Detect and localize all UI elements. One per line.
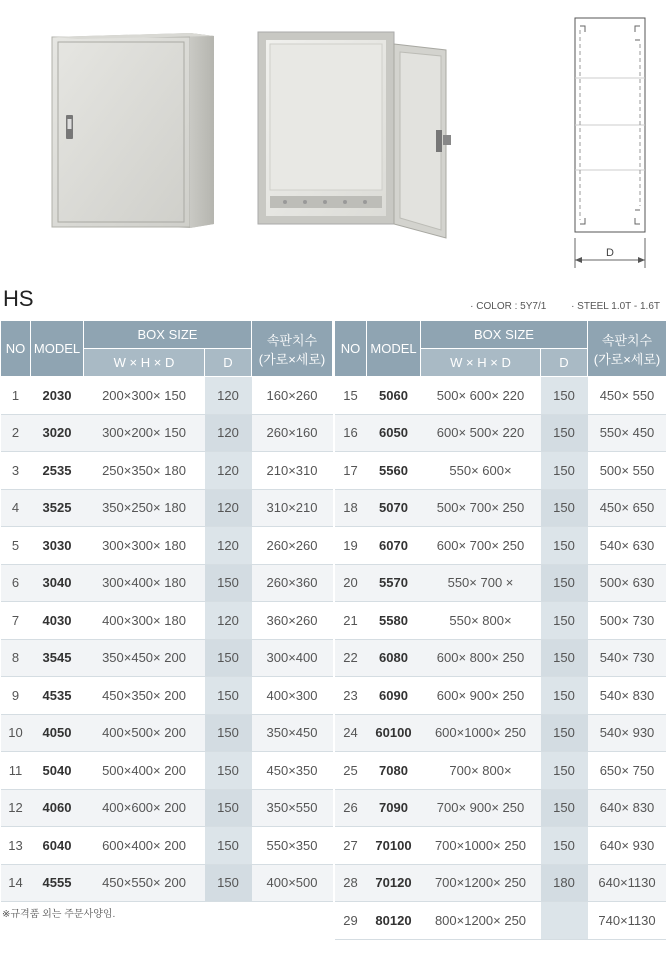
cell-depth: 150 [541, 827, 588, 865]
cell-box-size: 600× 800× 250 [421, 639, 541, 677]
cell-box-size: 700× 900× 250 [421, 789, 541, 827]
table-row [1, 827, 333, 865]
cell-model: 80120 [367, 902, 421, 940]
cell-model: 5570 [367, 564, 421, 602]
cell-no: 16 [335, 414, 367, 452]
cell-model: 6090 [367, 677, 421, 715]
cell-box-size: 700×1000× 250 [421, 827, 541, 865]
cell-inner-size: 650× 750 [588, 752, 666, 790]
cell-model: 7090 [367, 789, 421, 827]
cell-model: 5060 [367, 377, 421, 415]
cell-box-size: 600× 700× 250 [421, 527, 541, 565]
cell-no: 22 [335, 639, 367, 677]
cell-box-size: 500×400× 200 [84, 752, 205, 790]
header-inner-title: 속판치수 [601, 332, 653, 348]
cell-box-size: 550× 600× [421, 452, 541, 490]
cell-depth: 150 [541, 564, 588, 602]
table-row [1, 452, 333, 490]
cell-model: 3030 [31, 527, 84, 565]
cell-inner-size: 450× 650 [588, 489, 666, 527]
cell-inner-size: 400×300 [252, 677, 333, 715]
cell-depth: 150 [205, 677, 252, 715]
table-row [1, 377, 333, 415]
cell-box-size: 600×400× 200 [84, 827, 205, 865]
cell-box-size: 350×450× 200 [84, 639, 205, 677]
table-row [1, 752, 333, 790]
header-inner-size [588, 321, 666, 377]
cell-no: 14 [1, 864, 31, 902]
table-row [335, 827, 666, 865]
table-row [1, 639, 333, 677]
cell-depth: 150 [541, 677, 588, 715]
table-row [335, 714, 666, 752]
cell-box-size: 300×400× 180 [84, 564, 205, 602]
header-model: MODEL [31, 321, 84, 377]
cell-model: 4555 [31, 864, 84, 902]
cell-no: 24 [335, 714, 367, 752]
cell-depth: 120 [205, 489, 252, 527]
cell-depth: 150 [541, 602, 588, 640]
cell-no: 15 [335, 377, 367, 415]
header-inner-title: 속판치수 [266, 332, 318, 348]
table-row [335, 564, 666, 602]
cell-inner-size: 260×360 [252, 564, 333, 602]
cell-model: 6050 [367, 414, 421, 452]
color-spec: · COLOR : 5Y7/1 [470, 301, 547, 312]
cell-inner-size: 640× 830 [588, 789, 666, 827]
cell-no: 1 [1, 377, 31, 415]
cell-no: 7 [1, 602, 31, 640]
table-row [335, 602, 666, 640]
cell-box-size: 450×350× 200 [84, 677, 205, 715]
cell-box-size: 500× 600× 220 [421, 377, 541, 415]
table-row [1, 414, 333, 452]
cell-model: 60100 [367, 714, 421, 752]
cell-box-size: 350×250× 180 [84, 489, 205, 527]
cell-model: 5560 [367, 452, 421, 490]
cell-box-size: 600× 900× 250 [421, 677, 541, 715]
cell-box-size: 400×600× 200 [84, 789, 205, 827]
cell-box-size: 300×200× 150 [84, 414, 205, 452]
steel-spec: · STEEL 1.0T - 1.6T [571, 301, 660, 312]
cell-inner-size: 540× 730 [588, 639, 666, 677]
cell-no: 12 [1, 789, 31, 827]
cell-no: 10 [1, 714, 31, 752]
cell-box-size: 700× 800× [421, 752, 541, 790]
cell-no: 26 [335, 789, 367, 827]
cell-no: 8 [1, 639, 31, 677]
cell-depth: 150 [541, 714, 588, 752]
dimension-label: D [606, 247, 614, 259]
cell-inner-size: 540× 830 [588, 677, 666, 715]
cell-inner-size: 450× 550 [588, 377, 666, 415]
cell-depth: 150 [205, 827, 252, 865]
table-row [1, 602, 333, 640]
cell-model: 6040 [31, 827, 84, 865]
cell-depth: 120 [205, 527, 252, 565]
table-row [335, 639, 666, 677]
cell-box-size: 550× 700 × [421, 564, 541, 602]
header-whd: W × H × D [421, 349, 541, 377]
cell-box-size: 800×1200× 250 [421, 902, 541, 940]
cell-box-size: 450×550× 200 [84, 864, 205, 902]
cell-inner-size: 500× 550 [588, 452, 666, 490]
cell-inner-size: 210×310 [252, 452, 333, 490]
cell-depth: 120 [205, 602, 252, 640]
cell-depth: 120 [205, 414, 252, 452]
header-no: NO [1, 321, 31, 377]
cell-depth: 150 [541, 639, 588, 677]
cell-model: 70120 [367, 864, 421, 902]
table-row [335, 489, 666, 527]
cell-no: 5 [1, 527, 31, 565]
header-d: D [205, 349, 252, 377]
cell-model: 5580 [367, 602, 421, 640]
header-inner-sub: (가로×세로) [593, 351, 661, 367]
cell-no: 6 [1, 564, 31, 602]
footnote: ※규격품 외는 주문사양임. [2, 909, 116, 920]
spec-table-left [0, 320, 333, 902]
cell-box-size: 600× 500× 220 [421, 414, 541, 452]
cell-inner-size: 500× 730 [588, 602, 666, 640]
cell-depth: 150 [541, 489, 588, 527]
header-box-size: BOX SIZE [421, 321, 588, 349]
cell-model: 3020 [31, 414, 84, 452]
cell-no: 4 [1, 489, 31, 527]
cell-box-size: 300×300× 180 [84, 527, 205, 565]
cell-model: 70100 [367, 827, 421, 865]
cell-model: 6080 [367, 639, 421, 677]
cell-inner-size: 640× 930 [588, 827, 666, 865]
header-box-size: BOX SIZE [84, 321, 252, 349]
cell-box-size: 200×300× 150 [84, 377, 205, 415]
open-cabinet-photo [258, 32, 451, 238]
cell-inner-size: 550× 450 [588, 414, 666, 452]
table-row [1, 677, 333, 715]
table-row [335, 452, 666, 490]
cell-no: 28 [335, 864, 367, 902]
cell-no: 23 [335, 677, 367, 715]
cell-depth: 150 [205, 752, 252, 790]
table-row [1, 789, 333, 827]
spec-line [448, 301, 660, 312]
cell-no: 9 [1, 677, 31, 715]
cell-model: 2030 [31, 377, 84, 415]
table-row [1, 489, 333, 527]
cell-model: 5040 [31, 752, 84, 790]
table-row [335, 414, 666, 452]
table-row [335, 902, 666, 940]
cell-depth: 150 [205, 564, 252, 602]
cell-model: 6070 [367, 527, 421, 565]
cell-depth: 180 [541, 864, 588, 902]
spec-table-right [334, 320, 666, 940]
cell-model: 4535 [31, 677, 84, 715]
cell-box-size: 250×350× 180 [84, 452, 205, 490]
table-row [1, 864, 333, 902]
cell-no: 20 [335, 564, 367, 602]
cell-inner-size: 310×210 [252, 489, 333, 527]
cell-no: 3 [1, 452, 31, 490]
cell-depth: 150 [541, 377, 588, 415]
cell-inner-size: 350×450 [252, 714, 333, 752]
header-no: NO [335, 321, 367, 377]
cell-box-size: 550× 800× [421, 602, 541, 640]
header-whd: W × H × D [84, 349, 205, 377]
series-title: HS [3, 286, 34, 311]
right-table-body [335, 377, 666, 940]
cell-box-size: 600×1000× 250 [421, 714, 541, 752]
cell-model: 4050 [31, 714, 84, 752]
table-row [1, 564, 333, 602]
cell-depth: 150 [205, 789, 252, 827]
cell-depth: 150 [541, 527, 588, 565]
cell-no: 19 [335, 527, 367, 565]
cell-box-size: 700×1200× 250 [421, 864, 541, 902]
cell-inner-size: 450×350 [252, 752, 333, 790]
cell-model: 4060 [31, 789, 84, 827]
cell-model: 2535 [31, 452, 84, 490]
cell-no: 25 [335, 752, 367, 790]
cell-depth: 150 [205, 639, 252, 677]
cell-no: 13 [1, 827, 31, 865]
cell-model: 7080 [367, 752, 421, 790]
cell-inner-size: 400×500 [252, 864, 333, 902]
cell-inner-size: 300×400 [252, 639, 333, 677]
cell-depth [541, 902, 588, 940]
table-row [335, 789, 666, 827]
cell-depth: 120 [205, 452, 252, 490]
cell-inner-size: 640×1130 [588, 864, 666, 902]
cell-depth: 150 [541, 414, 588, 452]
cell-inner-size: 500× 630 [588, 564, 666, 602]
cell-inner-size: 160×260 [252, 377, 333, 415]
cell-box-size: 500× 700× 250 [421, 489, 541, 527]
cell-inner-size: 740×1130 [588, 902, 666, 940]
header-model: MODEL [367, 321, 421, 377]
cell-no: 27 [335, 827, 367, 865]
cell-inner-size: 260×260 [252, 527, 333, 565]
header-inner-size [252, 321, 333, 377]
cell-model: 3525 [31, 489, 84, 527]
table-row [335, 527, 666, 565]
side-dimension-drawing [575, 18, 645, 268]
cell-no: 2 [1, 414, 31, 452]
table-row [335, 377, 666, 415]
cell-inner-size: 540× 630 [588, 527, 666, 565]
table-row [1, 714, 333, 752]
product-images [0, 0, 666, 285]
cell-model: 3040 [31, 564, 84, 602]
cell-box-size: 400×300× 180 [84, 602, 205, 640]
cell-depth: 150 [541, 789, 588, 827]
cell-no: 29 [335, 902, 367, 940]
cell-no: 18 [335, 489, 367, 527]
closed-cabinet-photo [52, 33, 214, 228]
cell-depth: 150 [541, 752, 588, 790]
cell-no: 21 [335, 602, 367, 640]
left-table-body [1, 377, 333, 902]
header-inner-sub: (가로×세로) [258, 351, 326, 367]
cell-depth: 150 [205, 864, 252, 902]
table-row [335, 864, 666, 902]
header-d: D [541, 349, 588, 377]
cell-inner-size: 360×260 [252, 602, 333, 640]
cell-no: 11 [1, 752, 31, 790]
cell-inner-size: 540× 930 [588, 714, 666, 752]
cell-inner-size: 260×160 [252, 414, 333, 452]
cell-model: 3545 [31, 639, 84, 677]
cell-box-size: 400×500× 200 [84, 714, 205, 752]
table-row [335, 677, 666, 715]
cell-inner-size: 550×350 [252, 827, 333, 865]
cell-inner-size: 350×550 [252, 789, 333, 827]
cell-depth: 120 [205, 377, 252, 415]
cell-no: 17 [335, 452, 367, 490]
table-row [335, 752, 666, 790]
table-row [1, 527, 333, 565]
cell-model: 4030 [31, 602, 84, 640]
cell-depth: 150 [205, 714, 252, 752]
cell-depth: 150 [541, 452, 588, 490]
cell-model: 5070 [367, 489, 421, 527]
